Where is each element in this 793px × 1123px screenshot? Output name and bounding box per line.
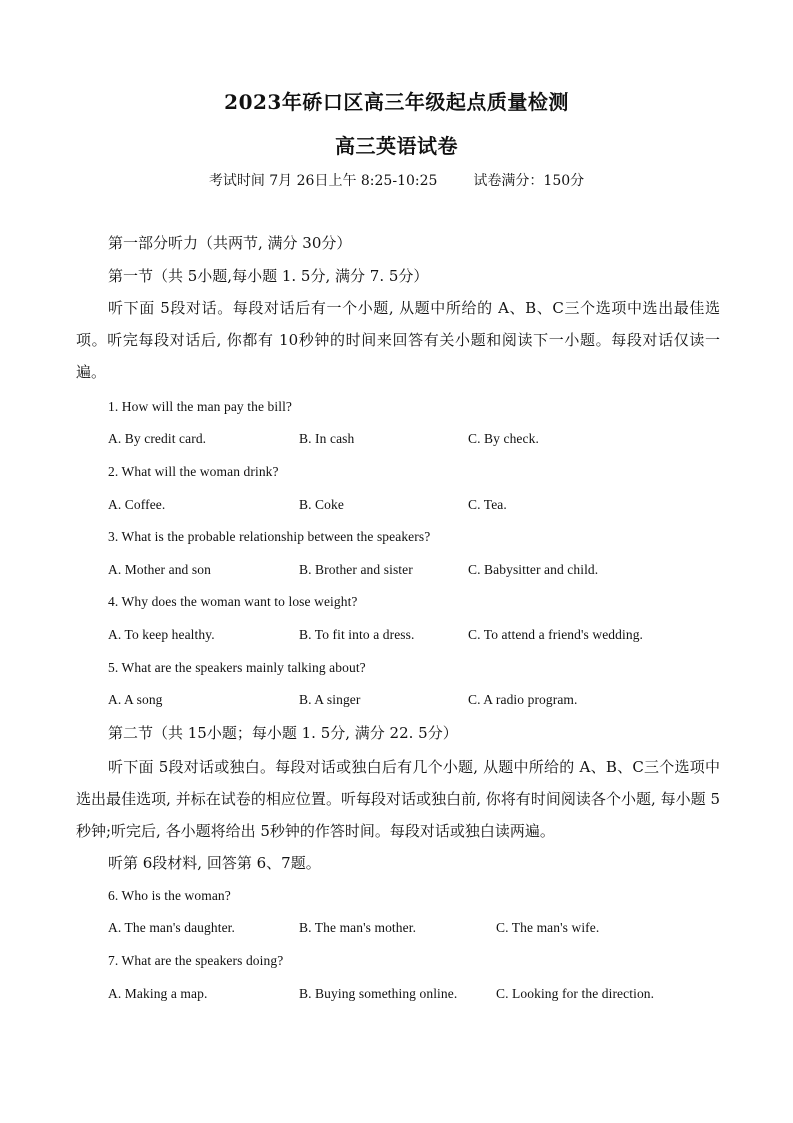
- option-3a: A. Mother and son: [108, 562, 211, 577]
- section2-instructions: 听下面 5段对话或独白。每段对话或独白后有几个小题, 从题中所给的 A、B、C三个选项中选出最佳选项, 并标在试卷的相应位置。听每段对话或独白前, 你将有时间阅读各个小题, 每小题 5秒钟;听完后, 各小题将给出 5秒钟的作答时间。每段对话或独白读两遍。: [76, 758, 720, 840]
- option-2c: C. Tea.: [468, 497, 507, 512]
- paper-subtitle: 高三英语试卷: [335, 134, 458, 158]
- option-3c: C. Babysitter and child.: [468, 562, 599, 577]
- option-5a: A. A song: [108, 692, 163, 707]
- option-1b: B. In cash: [299, 431, 355, 446]
- option-7a: A. Making a map.: [108, 986, 208, 1001]
- question-3: 3. What is the probable relationship between the speakers?: [108, 529, 431, 544]
- section1-heading: 第一节（共 5小题,每小题 1. 5分, 满分 7. 5分）: [108, 267, 429, 285]
- option-6a: A. The man's daughter.: [108, 920, 235, 935]
- option-6c: C. The man's wife.: [496, 920, 600, 935]
- exam-title: 2023年硚口区高三年级起点质量检测: [224, 90, 569, 114]
- material-note: 听第 6段材料, 回答第 6、7题。: [108, 854, 321, 872]
- section2-heading: 第二节（共 15小题；每小题 1. 5分, 满分 22. 5分）: [108, 724, 458, 742]
- option-3b: B. Brother and sister: [299, 562, 413, 577]
- exam-time: 考试时间 7月 26日上午 8:25-10:25: [208, 173, 438, 189]
- exam-meta: [0, 170, 793, 190]
- option-5c: C. A radio program.: [468, 692, 578, 707]
- question-5: 5. What are the speakers mainly talking about?: [108, 660, 366, 675]
- option-5b: B. A singer: [299, 692, 361, 707]
- question-2: 2. What will the woman drink?: [108, 464, 279, 479]
- option-4c: C. To attend a friend's wedding.: [468, 627, 644, 642]
- full-marks: 试卷满分：150分: [473, 173, 585, 189]
- option-4b: B. To fit into a dress.: [299, 627, 415, 642]
- option-1c: C. By check.: [468, 431, 539, 446]
- option-4a: A. To keep healthy.: [108, 627, 215, 642]
- question-1: 1. How will the man pay the bill?: [108, 399, 293, 414]
- option-1a: A. By credit card.: [108, 431, 207, 446]
- option-2a: A. Coffee.: [108, 497, 166, 512]
- option-7b: B. Buying something online.: [299, 986, 458, 1001]
- option-7c: C. Looking for the direction.: [496, 986, 655, 1001]
- option-6b: B. The man's mother.: [299, 920, 417, 935]
- question-4: 4. Why does the woman want to lose weight?: [108, 594, 358, 609]
- option-2b: B. Coke: [299, 497, 344, 512]
- question-7: 7. What are the speakers doing?: [108, 953, 284, 968]
- question-6: 6. Who is the woman?: [108, 888, 231, 903]
- section1-instructions: 听下面 5段对话。每段对话后有一个小题, 从题中所给的 A、B、C三个选项中选出最佳选项。听完每段对话后, 你都有 10秒钟的时间来回答有关小题和阅读下一小题。每段对话仅读一遍。: [76, 299, 720, 381]
- part1-heading: 第一部分听力（共两节, 满分 30分）: [108, 234, 352, 252]
